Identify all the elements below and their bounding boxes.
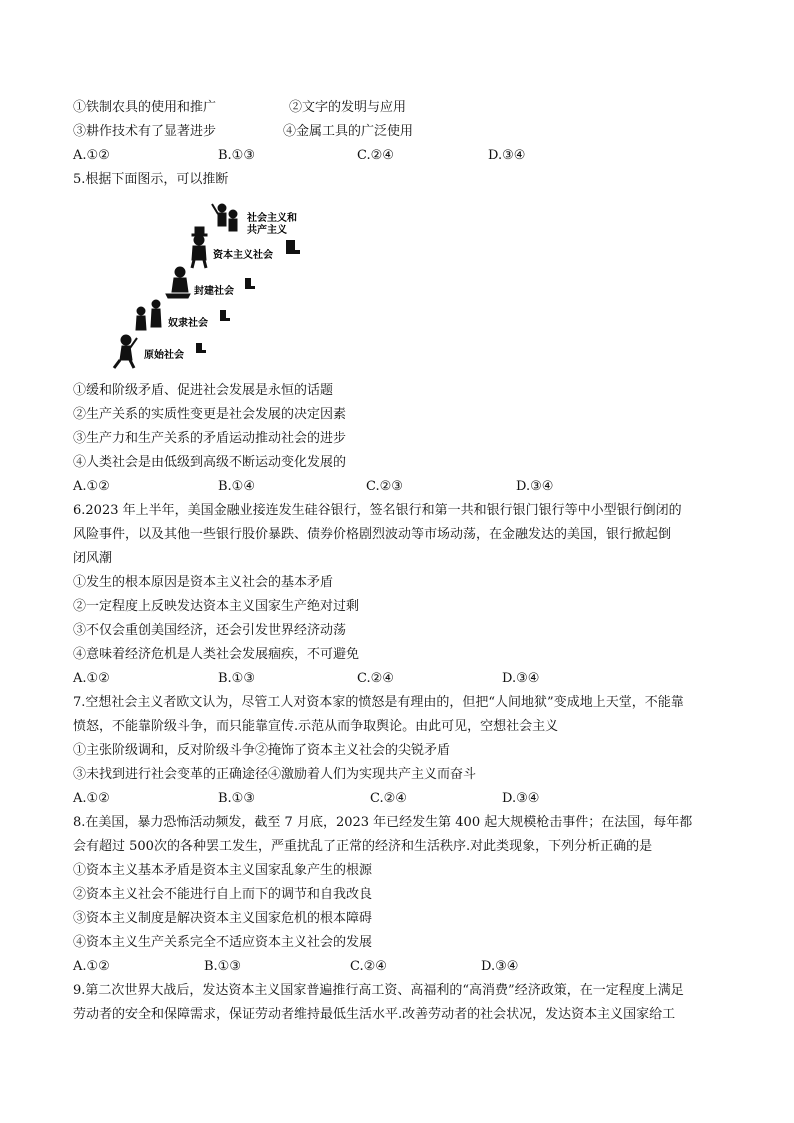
q6-stem-line-3: 闭风潮 — [73, 551, 113, 566]
q8-option-4: ④资本主义生产关系完全不适应资本主义社会的发展 — [73, 935, 373, 950]
q4-option-1: ①铁制农具的使用和推广 — [73, 100, 217, 115]
label-primitive-society: 原始社会 — [144, 350, 184, 361]
q8-choice-d: D.③④ — [481, 959, 519, 974]
q6-choice-d: D.③④ — [502, 671, 540, 686]
q7-options-1-2: ①主张阶级调和，反对阶级斗争②掩饰了资本主义社会的尖锐矛盾 — [73, 743, 451, 758]
q9-stem-line-1: 9.第二次世界大战后，发达资本主义国家普遍推行高工资、高福利的“高消费”经济政策，在一定程度上满足 — [73, 983, 684, 998]
q8-choice-a: A.①② — [73, 959, 110, 974]
q6-choice-a: A.①② — [73, 671, 110, 686]
feudal-figure-icon — [166, 267, 190, 298]
q4-option-4: ④金属工具的广泛使用 — [283, 124, 414, 139]
label-feudal-society: 封建社会 — [194, 286, 234, 297]
q4-choice-a: A.①② — [73, 148, 110, 163]
q8-stem-line-1: 8.在美国，暴力恐怖活动频发，截至 7 月底，2023 年已经发生第 400 起大规模枪击事件；在法国，每年都 — [73, 815, 693, 830]
q8-option-2: ②资本主义社会不能进行自上而下的调节和自我改良 — [73, 887, 373, 902]
capitalist-figure-icon — [192, 227, 207, 268]
q5-choice-d: D.③④ — [516, 479, 554, 494]
q6-choice-b: B.①③ — [218, 671, 255, 686]
q5-choice-a: A.①② — [73, 479, 110, 494]
q6-option-2: ②一定程度上反映发达资本主义国家生产绝对过剩 — [73, 599, 360, 614]
q5-stem: 5.根据下面图示，可以推断 — [73, 172, 229, 187]
q5-option-1: ①缓和阶级矛盾、促进社会发展是永恒的话题 — [73, 383, 334, 398]
q6-stem-line-1: 6.2023 年上半年，美国金融业接连发生硅谷银行，签名银行和第一共和银行银门银行等中小型银行倒闭的 — [73, 503, 682, 518]
q6-choice-c: C.②④ — [357, 671, 394, 686]
q6-stem-line-2: 风险事件，以及其他一些银行股价暴跌、债券价格剧烈波动等市场动荡，在金融发达的美国，银行掀起倒 — [73, 527, 672, 542]
q4-choice-d: D.③④ — [488, 148, 526, 163]
slave-figure-icon — [136, 300, 161, 330]
q5-choice-b: B.①④ — [218, 479, 255, 494]
q4-choice-b: B.①③ — [218, 148, 255, 163]
q7-choice-d: D.③④ — [502, 791, 540, 806]
q7-stem-line-2: 愤怒，不能靠阶级斗争，而只能靠宣传.示范从而争取舆论。由此可见，空想社会主义 — [73, 719, 559, 734]
q8-stem-line-2: 会有超过 500次的各种罢工发生，严重扰乱了正常的经济和生活秩序.对此类现象，下列分析正确的是 — [73, 839, 653, 854]
q7-choice-a: A.①② — [73, 791, 110, 806]
q8-choice-b: B.①③ — [204, 959, 241, 974]
label-socialism-line2: 共产主义 — [247, 225, 287, 236]
q6-option-1: ①发生的根本原因是资本主义社会的基本矛盾 — [73, 575, 334, 590]
q6-option-3: ③不仅会重创美国经济，还会引发世界经济动荡 — [73, 623, 347, 638]
q7-stem-line-1: 7.空想社会主义者欧文认为，尽管工人对资本家的愤怒是有理由的，但把“人间地狱”变成地上天堂，不能靠 — [73, 695, 684, 710]
q4-choice-c: C.②④ — [357, 148, 394, 163]
q5-choice-c: C.②③ — [366, 479, 403, 494]
label-socialism-line1: 社会主义和 — [247, 213, 297, 224]
q5-option-3: ③生产力和生产关系的矛盾运动推动社会的进步 — [73, 431, 347, 446]
q7-options-3-4: ③未找到进行社会变革的正确途径④激励着人们为实现共产主义而奋斗 — [73, 767, 477, 782]
label-capitalist-society: 资本主义社会 — [213, 250, 273, 261]
label-slave-society: 奴隶社会 — [168, 318, 208, 329]
socialism-figure-icon — [212, 204, 237, 231]
q5-option-2: ②生产关系的实质性变更是社会发展的决定因素 — [73, 407, 347, 422]
q6-option-4: ④意味着经济危机是人类社会发展痼疾，不可避免 — [73, 647, 360, 662]
q4-option-2: ②文字的发明与应用 — [289, 100, 407, 115]
q5-option-4: ④人类社会是由低级到高级不断运动变化发展的 — [73, 455, 347, 470]
q7-choice-b: B.①③ — [218, 791, 255, 806]
q8-option-1: ①资本主义基本矛盾是资本主义国家乱象产生的根源 — [73, 863, 373, 878]
q9-stem-line-2: 劳动者的安全和保障需求，保证劳动者维持最低生活水平.改善劳动者的社会状况，发达资本主义国家给工 — [73, 1007, 676, 1022]
q8-choice-c: C.②④ — [350, 959, 387, 974]
q4-option-3: ③耕作技术有了显著进步 — [73, 124, 217, 139]
q8-option-3: ③资本主义制度是解决资本主义国家危机的根本障碍 — [73, 911, 373, 926]
primitive-figure-icon — [114, 335, 137, 368]
society-stages-diagram — [104, 200, 324, 375]
q7-choice-c: C.②④ — [370, 791, 407, 806]
